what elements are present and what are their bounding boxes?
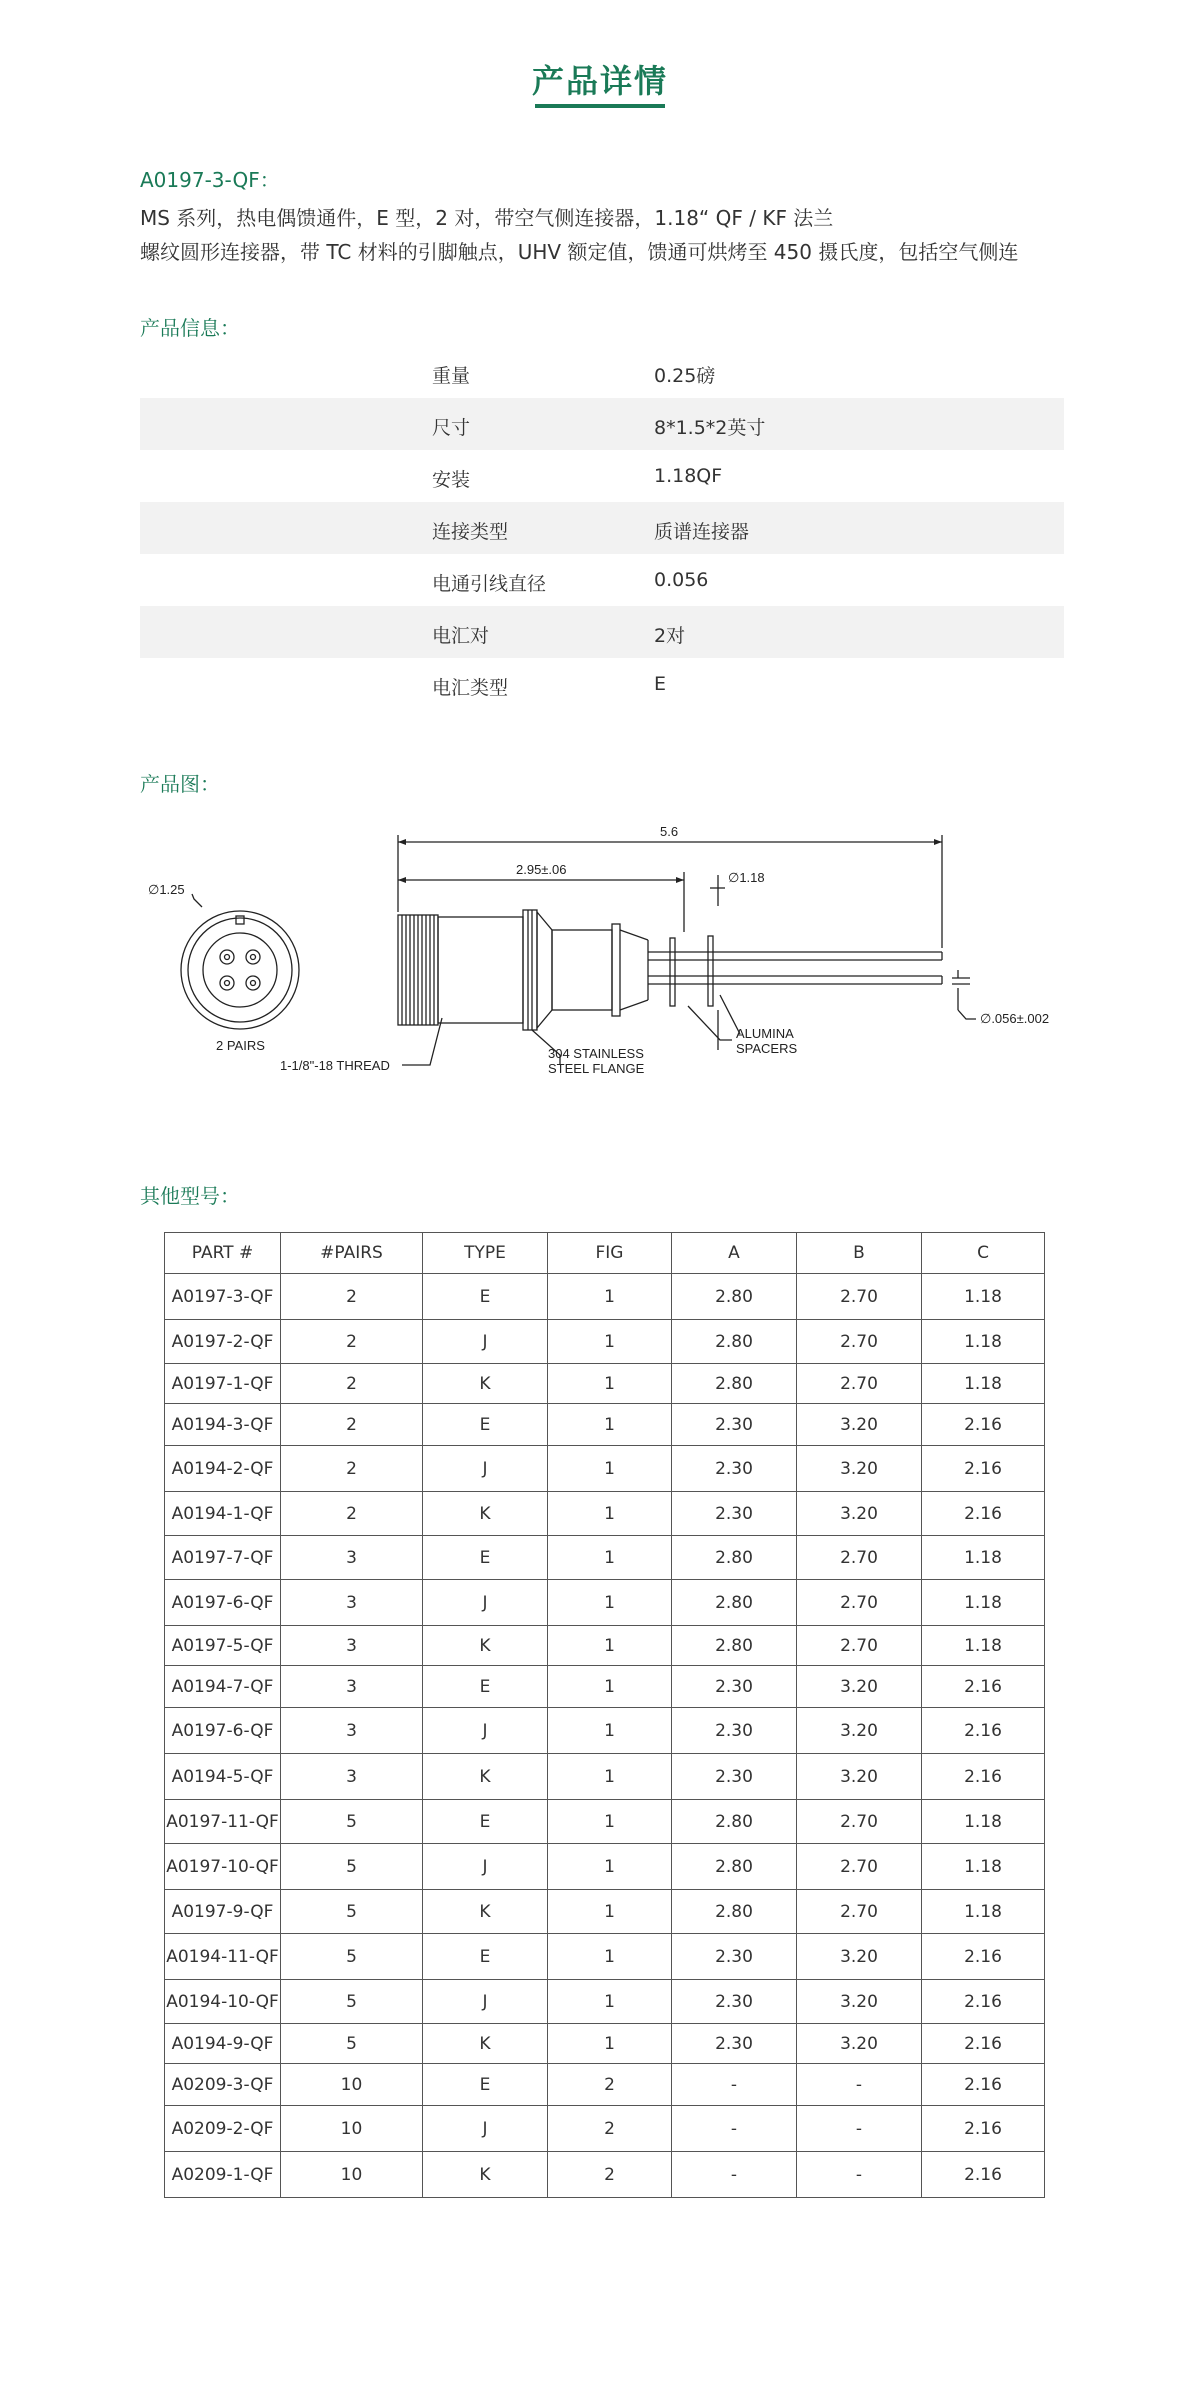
table-cell: 3 <box>281 1754 423 1800</box>
table-cell: 5 <box>281 2024 423 2064</box>
info-key: 尺寸 <box>432 417 471 439</box>
table-cell: E <box>423 2064 548 2106</box>
flange-label-line-1: 304 STAINLESS <box>548 1046 644 1061</box>
end-view-outer-circle <box>181 911 299 1029</box>
info-value: 质谱连接器 <box>654 521 750 543</box>
table-cell: 2.80 <box>672 1536 797 1580</box>
feedthrough-tube <box>552 930 612 1010</box>
info-key: 电通引线直径 <box>432 573 547 595</box>
table-cell: A0197-5-QF <box>165 1626 281 1666</box>
info-value: E <box>654 673 667 695</box>
spacer <box>670 938 675 1006</box>
table-cell: 1.18 <box>922 1890 1045 1934</box>
table-cell: 1 <box>548 1580 672 1626</box>
table-cell: 2 <box>281 1446 423 1492</box>
table-cell: E <box>423 1274 548 1320</box>
table-cell: 2.30 <box>672 1980 797 2024</box>
table-cell: A0194-5-QF <box>165 1754 281 1800</box>
info-table <box>140 346 1064 710</box>
info-row <box>140 502 1064 554</box>
table-cell: E <box>423 1536 548 1580</box>
table-cell: 2.80 <box>672 1626 797 1666</box>
table-row <box>165 1492 1045 1536</box>
table-cell: J <box>423 1580 548 1626</box>
table-cell: 2.16 <box>922 1492 1045 1536</box>
table-row <box>165 1754 1045 1800</box>
table-cell: 1.18 <box>922 1364 1045 1404</box>
table-cell: 3 <box>281 1626 423 1666</box>
table-cell: A0194-11-QF <box>165 1934 281 1980</box>
table-cell: 2.70 <box>797 1800 922 1844</box>
table-cell: - <box>672 2106 797 2152</box>
info-key: 电汇对 <box>432 625 490 647</box>
info-key: 电汇类型 <box>432 677 509 699</box>
table-row <box>165 2064 1045 2106</box>
table-cell: 10 <box>281 2106 423 2152</box>
page-title: 产品详情 <box>531 62 668 100</box>
table-row <box>165 1536 1045 1580</box>
table-cell: 2.70 <box>797 1274 922 1320</box>
table-cell: 1 <box>548 1844 672 1890</box>
table-cell: 3 <box>281 1666 423 1708</box>
table-cell: 2.16 <box>922 2106 1045 2152</box>
table-row <box>165 1580 1045 1626</box>
table-cell: J <box>423 1446 548 1492</box>
table-cell: E <box>423 1800 548 1844</box>
table-cell: K <box>423 1890 548 1934</box>
table-row <box>165 1274 1045 1320</box>
table-cell: 2 <box>281 1404 423 1446</box>
table-cell: 1.18 <box>922 1274 1045 1320</box>
table-cell: 5 <box>281 1844 423 1890</box>
table-cell: K <box>423 1626 548 1666</box>
table-row <box>165 1890 1045 1934</box>
table-cell: 5 <box>281 1800 423 1844</box>
table-cell: - <box>797 2106 922 2152</box>
pin-icon <box>220 976 234 990</box>
table-cell: 1.18 <box>922 1844 1045 1890</box>
column-header: B <box>797 1233 922 1274</box>
table-cell: 5 <box>281 1934 423 1980</box>
table-cell: 3.20 <box>797 1934 922 1980</box>
table-cell: A0194-10-QF <box>165 1980 281 2024</box>
end-view-diameter-label: ∅1.25 <box>148 882 185 897</box>
table-cell: J <box>423 2106 548 2152</box>
table-row <box>165 1320 1045 1364</box>
table-cell: 2 <box>548 2152 672 2198</box>
info-section-label: 产品信息： <box>140 316 240 340</box>
info-value: 0.25磅 <box>654 365 716 387</box>
flange-diameter-label: ∅1.18 <box>728 870 765 885</box>
models-section-label: 其他型号： <box>140 1184 240 1208</box>
table-cell: 2 <box>281 1320 423 1364</box>
table-cell: 1 <box>548 2024 672 2064</box>
models-table <box>164 1232 1045 2198</box>
table-cell: 1 <box>548 1800 672 1844</box>
table-cell: 2 <box>281 1274 423 1320</box>
table-cell: 2.80 <box>672 1274 797 1320</box>
table-cell: J <box>423 1320 548 1364</box>
table-cell: J <box>423 1708 548 1754</box>
table-cell: 1 <box>548 1446 672 1492</box>
table-cell: 1 <box>548 1404 672 1446</box>
table-cell: 2 <box>548 2106 672 2152</box>
thread-label: 1-1/8"-18 THREAD <box>280 1058 390 1073</box>
table-cell: 5 <box>281 1890 423 1934</box>
info-key: 安装 <box>432 469 471 491</box>
table-cell: 1 <box>548 1492 672 1536</box>
table-cell: A0194-3-QF <box>165 1404 281 1446</box>
table-cell: 2.16 <box>922 2024 1045 2064</box>
table-cell: 2.80 <box>672 1890 797 1934</box>
table-cell: 2.16 <box>922 1446 1045 1492</box>
table-cell: 2.30 <box>672 1404 797 1446</box>
table-cell: 3.20 <box>797 1708 922 1754</box>
model-code: A0197-3-QF： <box>140 168 280 192</box>
pairs-label: 2 PAIRS <box>216 1038 265 1053</box>
table-row <box>165 2106 1045 2152</box>
table-cell: 2.16 <box>922 1980 1045 2024</box>
info-row <box>140 554 1064 606</box>
table-cell: 3.20 <box>797 1492 922 1536</box>
table-cell: A0197-3-QF <box>165 1274 281 1320</box>
flange <box>523 910 537 1030</box>
pin-icon <box>246 976 260 990</box>
table-cell: 2.80 <box>672 1580 797 1626</box>
table-cell: 10 <box>281 2152 423 2198</box>
table-row <box>165 2024 1045 2064</box>
flange-label-line-2: STEEL FLANGE <box>548 1061 645 1076</box>
table-cell: E <box>423 1404 548 1446</box>
table-cell: K <box>423 2152 548 2198</box>
table-cell: 1 <box>548 1666 672 1708</box>
table-cell: 3.20 <box>797 1754 922 1800</box>
description-line-2: 螺纹圆形连接器，带 TC 材料的引脚触点，UHV 额定值，馈通可烘烤至 450 摄氏度，包括空气侧连 <box>140 240 1019 264</box>
table-cell: 2 <box>281 1492 423 1536</box>
table-row <box>165 1708 1045 1754</box>
table-cell: 1.18 <box>922 1580 1045 1626</box>
table-cell: 2.70 <box>797 1536 922 1580</box>
drawing-section-label: 产品图： <box>140 772 220 796</box>
body-length-label: 2.95±.06 <box>516 862 567 877</box>
table-row <box>165 1980 1045 2024</box>
info-value: 0.056 <box>654 569 709 591</box>
table-cell: J <box>423 1980 548 2024</box>
table-cell: 2.16 <box>922 1754 1045 1800</box>
table-cell: A0194-2-QF <box>165 1446 281 1492</box>
table-cell: A0194-9-QF <box>165 2024 281 2064</box>
table-cell: A0197-1-QF <box>165 1364 281 1404</box>
table-cell: 1 <box>548 1536 672 1580</box>
table-cell: 2.70 <box>797 1626 922 1666</box>
table-cell: 2.16 <box>922 2064 1045 2106</box>
table-cell: 2.16 <box>922 2152 1045 2198</box>
spacers-label-line-1: ALUMINA <box>736 1026 794 1041</box>
column-header: PART # <box>165 1233 281 1274</box>
table-row <box>165 1404 1045 1446</box>
table-cell: 5 <box>281 1980 423 2024</box>
table-cell: A0194-1-QF <box>165 1492 281 1536</box>
table-cell: A0197-9-QF <box>165 1890 281 1934</box>
table-cell: - <box>797 2152 922 2198</box>
pin-diameter-label: ∅.056±.002 <box>980 1011 1050 1026</box>
table-cell: 3.20 <box>797 1404 922 1446</box>
table-cell: A0197-6-QF <box>165 1580 281 1626</box>
info-key: 重量 <box>432 365 471 387</box>
table-cell: A0209-1-QF <box>165 2152 281 2198</box>
table-cell: A0197-2-QF <box>165 1320 281 1364</box>
table-cell: K <box>423 1754 548 1800</box>
table-cell: 2.80 <box>672 1320 797 1364</box>
table-row <box>165 1364 1045 1404</box>
table-cell: 2.16 <box>922 1404 1045 1446</box>
info-row <box>140 658 1064 710</box>
column-header: A <box>672 1233 797 1274</box>
info-row <box>140 450 1064 502</box>
spacers-label-line-2: SPACERS <box>736 1041 798 1056</box>
table-cell: 1 <box>548 1364 672 1404</box>
info-row <box>140 346 1064 398</box>
table-cell: A0197-10-QF <box>165 1844 281 1890</box>
table-cell: E <box>423 1666 548 1708</box>
table-cell: A0194-7-QF <box>165 1666 281 1708</box>
table-cell: 2.30 <box>672 1754 797 1800</box>
table-cell: 1 <box>548 1274 672 1320</box>
table-cell: 1 <box>548 1708 672 1754</box>
table-cell: 1 <box>548 1320 672 1364</box>
table-cell: 2.80 <box>672 1364 797 1404</box>
table-cell: A0209-3-QF <box>165 2064 281 2106</box>
column-header: FIG <box>548 1233 672 1274</box>
table-cell: - <box>797 2064 922 2106</box>
table-cell: 2.70 <box>797 1320 922 1364</box>
column-header: TYPE <box>423 1233 548 1274</box>
spacer <box>708 936 713 1006</box>
info-row <box>140 398 1064 450</box>
table-cell: K <box>423 1364 548 1404</box>
table-cell: 3 <box>281 1580 423 1626</box>
description-line-1: MS 系列，热电偶馈通件，E 型，2 对，带空气侧连接器，1.18“ QF / KF 法兰 <box>140 206 834 230</box>
table-cell: 2.30 <box>672 1934 797 1980</box>
table-cell: K <box>423 2024 548 2064</box>
table-row <box>165 1666 1045 1708</box>
models-table-body <box>165 1274 1045 2198</box>
product-drawing <box>140 820 1060 1100</box>
info-value: 1.18QF <box>654 465 723 487</box>
table-cell: 3 <box>281 1536 423 1580</box>
table-cell: A0197-7-QF <box>165 1536 281 1580</box>
table-cell: 2 <box>281 1364 423 1404</box>
table-cell: 1.18 <box>922 1626 1045 1666</box>
flange-taper <box>537 912 552 1028</box>
table-cell: 2.30 <box>672 1708 797 1754</box>
table-header-row <box>165 1233 1045 1274</box>
table-cell: 10 <box>281 2064 423 2106</box>
table-cell: 3.20 <box>797 1980 922 2024</box>
table-cell: 2.30 <box>672 1492 797 1536</box>
table-cell: E <box>423 1934 548 1980</box>
connector-body <box>438 917 523 1023</box>
table-cell: 3.20 <box>797 1666 922 1708</box>
table-cell: 1 <box>548 1626 672 1666</box>
table-cell: 2.70 <box>797 1844 922 1890</box>
table-cell: 2.80 <box>672 1844 797 1890</box>
table-row <box>165 1446 1045 1492</box>
table-cell: 2 <box>548 2064 672 2106</box>
table-cell: 1 <box>548 1934 672 1980</box>
table-cell: 1.18 <box>922 1800 1045 1844</box>
table-cell: 2.70 <box>797 1364 922 1404</box>
table-cell: 1 <box>548 1754 672 1800</box>
table-cell: 1.18 <box>922 1320 1045 1364</box>
table-cell: 2.30 <box>672 1446 797 1492</box>
info-value: 8*1.5*2英寸 <box>654 417 766 439</box>
table-cell: 2.16 <box>922 1708 1045 1754</box>
table-cell: J <box>423 1844 548 1890</box>
info-key: 连接类型 <box>432 521 509 543</box>
info-row <box>140 606 1064 658</box>
table-row <box>165 1844 1045 1890</box>
table-row <box>165 1934 1045 1980</box>
column-header: #PAIRS <box>281 1233 423 1274</box>
pin-icon <box>220 950 234 964</box>
pin-icon <box>246 950 260 964</box>
table-cell: 2.80 <box>672 1800 797 1844</box>
table-row <box>165 1626 1045 1666</box>
table-cell: 2.30 <box>672 2024 797 2064</box>
table-cell: 1 <box>548 1980 672 2024</box>
table-row <box>165 2152 1045 2198</box>
table-cell: 1.18 <box>922 1536 1045 1580</box>
table-cell: A0197-11-QF <box>165 1800 281 1844</box>
table-cell: - <box>672 2064 797 2106</box>
table-row <box>165 1800 1045 1844</box>
table-cell: 2.16 <box>922 1666 1045 1708</box>
table-cell: K <box>423 1492 548 1536</box>
table-cell: 3 <box>281 1708 423 1754</box>
table-cell: 2.16 <box>922 1934 1045 1980</box>
table-cell: 1 <box>548 1890 672 1934</box>
column-header: C <box>922 1233 1045 1274</box>
table-cell: 2.30 <box>672 1666 797 1708</box>
table-cell: - <box>672 2152 797 2198</box>
table-cell: 2.70 <box>797 1580 922 1626</box>
table-cell: A0197-6-QF <box>165 1708 281 1754</box>
table-cell: 3.20 <box>797 1446 922 1492</box>
info-value: 2对 <box>654 625 686 647</box>
table-cell: 2.70 <box>797 1890 922 1934</box>
table-cell: 3.20 <box>797 2024 922 2064</box>
title-underline <box>535 104 665 108</box>
overall-length-label: 5.6 <box>660 824 679 839</box>
table-cell: A0209-2-QF <box>165 2106 281 2152</box>
